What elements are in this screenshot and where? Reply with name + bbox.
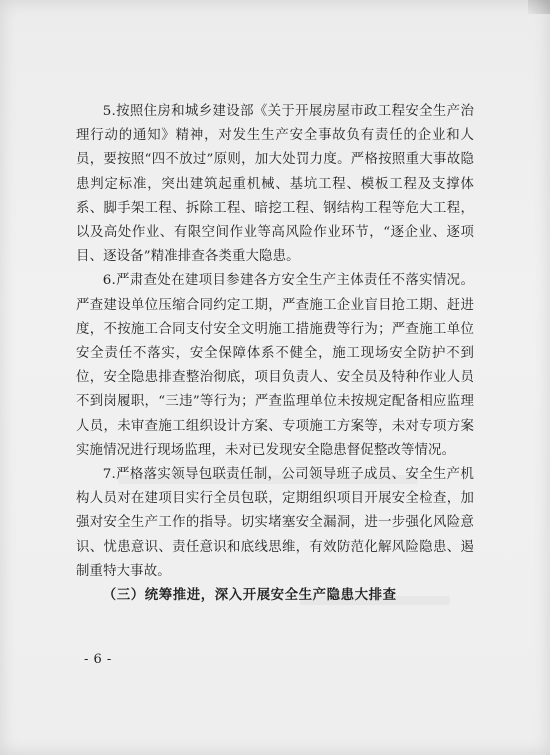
paragraph-item-7: 7.严格落实领导包联责任制，公司领导班子成员、安全生产机构人员对在建项目实行全员包联，定期组织项目开展安全检查，加强对安全生产工作的指导。切实堵塞安全漏洞，进一步强化风险意识、忧患意识、责任意识和底线思维，有效防范化解风险隐患、遏制重特大事故。 [76,467,474,579]
paragraph-item-6: 6.严肃查处在建项目参建各方安全生产主体责任不落实情况。严查建设单位压缩合同约定工期，严查施工企业盲目抢工期、赶进度，不按施工合同支付安全文明施工措施费等行为；严查施工单位安全责任不落实，安全保障体系不健全，施工现场安全防护不到位，安全隐患排查整治彻底，项目负责人、安全员及特种作业人员不到岗履职，“三违”等行为；严查监理单位未按规定配备相应监理人员，未审查施工组织设计方案、专项施工方案等，未对专项方案实施情况进行现场监理，未对已发现安全隐患督促整改等情况。 [76,273,474,458]
page-number: - 6 - [84,652,112,667]
document-body [76,100,474,608]
paragraph-item-5: 5.按照住房和城乡建设部《关于开展房屋市政工程安全生产治理行动的通知》精神，对发生生产安全事故负有责任的企业和人员，要按照“四不放过”原则，加大处罚力度。严格按照重大事故隐患判定标准，突出建筑起重机械、基坑工程、模板工程及支撑体系、脚手架工程、拆除工程、暗挖工程、钢结构工程等危大工程，以及高处作业、有限空间作业等高风险作业环节，“逐企业、逐项目、逐设备”精准排查各类重大隐患。 [76,104,474,265]
page-corner-shadow [528,0,550,14]
section-heading: （三）统筹推进，深入开展安全生产隐患大排查 [102,588,397,604]
